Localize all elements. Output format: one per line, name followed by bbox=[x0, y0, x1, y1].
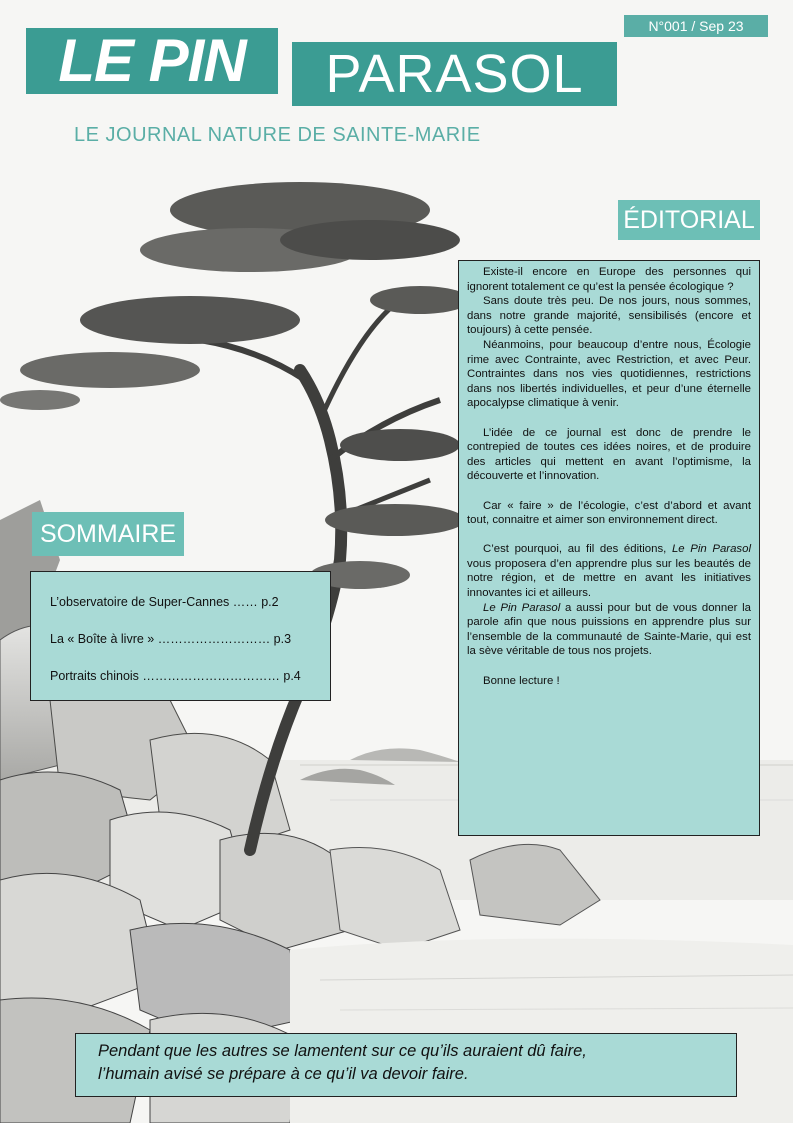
editorial-text-box bbox=[458, 260, 760, 836]
editorial-paragraph: Car « faire » de l’écologie, c’est d’abord et avant tout, connaitre et aimer son environnement direct. bbox=[467, 499, 751, 527]
editorial-signoff: Bonne lecture ! bbox=[483, 674, 560, 687]
editorial-text: C’est pourquoi, au fil des éditions, bbox=[483, 543, 672, 556]
sommaire-heading: SOMMAIRE bbox=[32, 512, 184, 556]
title-parasol: PARASOL bbox=[292, 42, 617, 106]
quote-box bbox=[75, 1033, 737, 1097]
toc-item-boite-a-livre[interactable]: La « Boîte à livre » ……………………… p.3 bbox=[50, 632, 292, 646]
title-le-pin: LE PIN bbox=[26, 28, 278, 94]
editorial-paragraph: L’idée de ce journal est donc de prendre le contrepied de toutes ces idées noires, et de produire des articles qui mettent en avant l’optimisme, la découverte et l’innovation. bbox=[467, 426, 751, 483]
editorial-paragraph: Néanmoins, pour beaucoup d’entre nous, Écologie rime avec Contrainte, avec Restriction, et avec Peur. Contraintes dans nos vies quotidiennes, restrictions dans nos libertés individuelles, et peur d’une éternelle apocalypse climatique à venir. bbox=[467, 338, 751, 410]
journal-name-italic: Le Pin Parasol bbox=[483, 601, 561, 614]
editorial-paragraph: Sans doute très peu. De nos jours, nous sommes, dans notre grande majorité, sensibilisés (encore et toujours) à cette pensée. bbox=[467, 295, 751, 337]
editorial-paragraph bbox=[467, 542, 751, 600]
journal-name-italic: Le Pin Parasol bbox=[671, 543, 751, 556]
toc-item-portraits-chinois[interactable]: Portraits chinois …………………………… p.4 bbox=[50, 669, 301, 683]
editorial-paragraph bbox=[467, 601, 751, 659]
toc-item-observatoire[interactable]: L’observatoire de Super-Cannes …… p.2 bbox=[50, 595, 279, 609]
issue-badge: N°001 / Sep 23 bbox=[624, 15, 768, 37]
editorial-text: vous proposera d’en apprendre plus sur les beautés de notre région, et de mettre en avant les initiatives innovantes ici et ailleurs. bbox=[467, 557, 751, 600]
quote-line-2: l’humain avisé se prépare à ce qu’il va devoir faire. bbox=[98, 1065, 469, 1083]
sommaire-box bbox=[30, 571, 331, 701]
editorial-heading: ÉDITORIAL bbox=[618, 200, 760, 240]
journal-subtitle: LE JOURNAL NATURE DE SAINTE-MARIE bbox=[74, 124, 481, 146]
editorial-paragraph: Existe-il encore en Europe des personnes qui ignorent totalement ce qu’est la pensée écologique ? bbox=[467, 266, 751, 293]
quote-line-1: Pendant que les autres se lamentent sur ce qu’ils auraient dû faire, bbox=[98, 1042, 587, 1060]
editorial-text: a aussi pour but de vous donner la parole afin que nous puissions en apprendre plus sur l’ensemble de la communauté de Sainte-Marie, qui est la sève véritable de tous nos projets. bbox=[467, 601, 751, 658]
